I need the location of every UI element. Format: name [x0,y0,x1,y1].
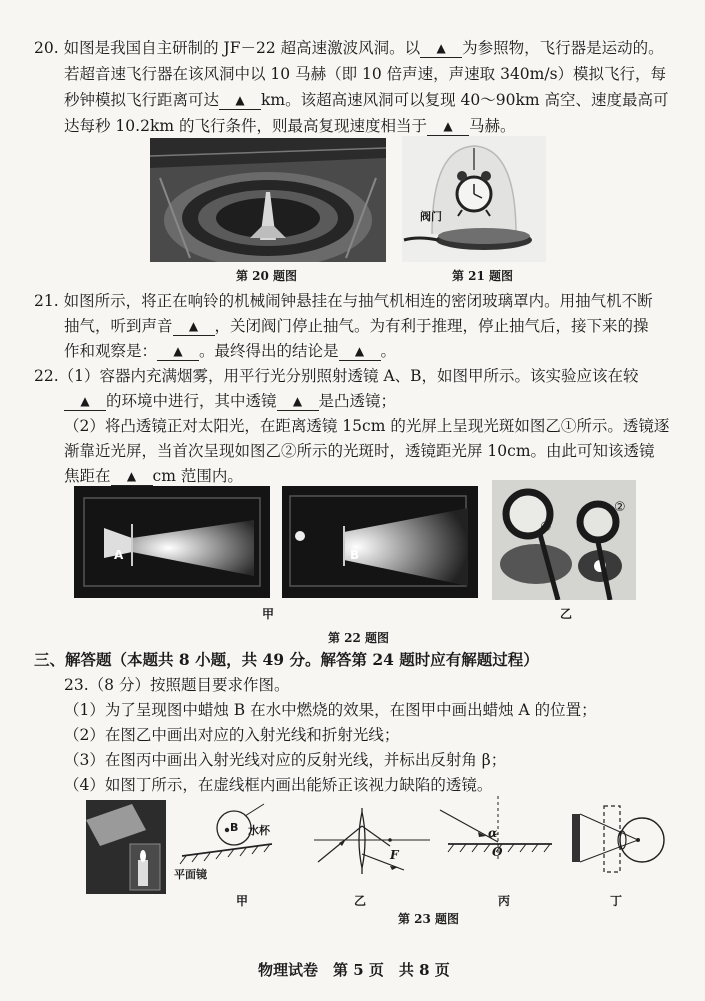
q21-line2: 抽气，听到声音 ▲ ，关闭阀门停止抽气。为有利于推理，停止抽气后，接下来的操 [64,317,649,335]
q20-caption: 第 20 题图 [236,269,298,283]
diagram-ding [572,806,664,872]
q22-line1: 22.（1）容器内充满烟雾，用平行光分别照射透镜 A、B，如图甲所示。该实验应该在较 [34,367,639,385]
candle-photo [86,800,166,894]
lens-a-photo [74,486,270,598]
q23-item3: （3）在图丙中画出入射光线对应的反射光线，并标出反射角 β； [64,751,507,769]
wind-tunnel-photo [150,138,386,262]
answer-blank[interactable]: ▲ [427,118,469,136]
q22-line2: ▲ 的环境中进行，其中透镜 ▲ 是凸透镜； [64,391,396,411]
bell-jar-photo [402,136,546,262]
q20-line1: 20. 如图是我国自主研制的 JF－22 超高速激波风洞。以 ▲ 为参照物，飞行器是运动的。 [34,39,664,57]
q23-intro: 23.（8 分）按照题目要求作图。 [64,676,290,694]
q22-line5: 焦距在 ▲ cm 范围内。 [64,467,243,485]
q21-line3: 作和观察是： ▲ 。最终得出的结论是 ▲ 。 [64,342,397,360]
cup-label: 水杯 [248,824,270,837]
q23-item4: （4）如图丁所示，在虚线框内画出能矫正该视力缺陷的透镜。 [64,776,493,794]
lens-b-photo [282,486,478,598]
q20-line3: 秒钟模拟飞行距离可达 ▲ km。该超高速风洞可以复现 40～90km 高空、速度最高可 [64,91,669,109]
q21-line1: 21. 如图所示，将正在响铃的机械闹钟悬挂在与抽气机相连的密闭玻璃罩内。用抽气机不断 [34,292,653,310]
valve-label: 阀门 [420,210,442,223]
q23-caption: 第 23 题图 [398,912,460,926]
focus-f-label: F [390,848,399,862]
answer-blank[interactable]: ▲ [173,318,215,336]
candle-image [86,800,166,894]
q22-jia-label: 甲 [262,607,275,621]
lens-a-label: A [114,548,124,562]
q22-yi-label: 乙 [560,607,573,621]
spot-1-label: ① [540,520,552,535]
wind-tunnel-image [150,138,386,262]
q23-item2: （2）在图乙中画出对应的入射光线和折射光线； [64,726,400,744]
answer-blank[interactable]: ▲ [219,92,261,110]
light-spot-photo [492,480,636,600]
q22-caption: 第 22 题图 [328,631,390,645]
q23-ding-label: 丁 [610,894,623,908]
spot-2-label: ② [614,500,626,515]
answer-blank[interactable]: ▲ [64,393,106,411]
section3-heading: 三、解答题（本题共 8 小题，共 49 分。解答第 24 题时应有解题过程） [34,650,539,669]
q20-line4: 达每秒 10.2km 的飞行条件，则最高复现速度相当于 ▲ 马赫。 [64,117,516,135]
q23-jia-label: 甲 [236,894,249,908]
lens-b-label: B [350,548,360,562]
answer-blank[interactable]: ▲ [420,40,462,58]
lens-b-image [282,486,478,598]
bell-jar-image [402,136,546,262]
q23-item1: （1）为了呈现图中蜡烛 B 在水中燃烧的效果，在图甲中画出蜡烛 A 的位置； [64,701,597,719]
lens-a-image [74,486,270,598]
diagram-yi [314,808,430,874]
page-footer: 物理试卷 第 5 页 共 8 页 [258,961,450,979]
answer-blank[interactable]: ▲ [277,393,319,411]
answer-blank[interactable]: ▲ [339,343,381,361]
answer-blank[interactable]: ▲ [157,343,199,361]
q21-caption: 第 21 题图 [452,269,514,283]
light-spot-image [492,480,636,600]
q23-yi-label: 乙 [354,894,367,908]
q20-line2: 若超音速飞行器在该风洞中以 10 马赫（即 10 倍声速，声速取 340m/s）模拟飞行，每 [64,65,667,83]
answer-blank[interactable]: ▲ [111,468,153,486]
q22-line3: （2）将凸透镜正对太阳光，在距离透镜 15cm 的光屏上呈现光斑如图乙①所示。透镜逐 [64,417,670,435]
q23-bing-label: 丙 [498,894,511,908]
q22-line4: 渐靠近光屏，当首次呈现如图乙②所示的光斑时，透镜距光屏 10cm。由此可知该透镜 [64,442,655,460]
alpha-label: α [488,826,498,840]
point-o-label: O [492,845,503,859]
candle-b-label: B [230,821,239,834]
mirror-label: 平面镜 [174,868,207,881]
